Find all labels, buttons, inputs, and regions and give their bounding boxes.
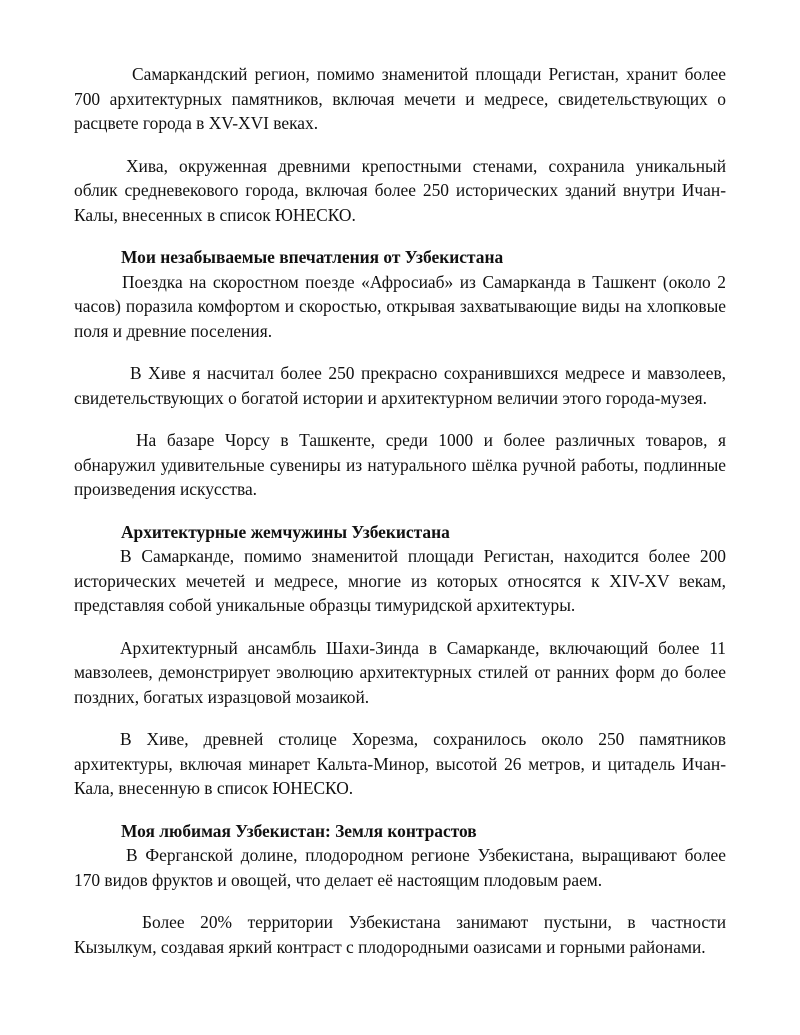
- paragraph-khiva-monuments: В Хиве, древней столице Хорезма, сохранилось около 250 памятников архитектуры, включая минарет Кальта-Минор, высотой 26 метров, и цитадель Ичан-Кала, внесенную в список ЮНЕСКО.: [74, 729, 726, 798]
- paragraph-shahi-zinda: Архитектурный ансамбль Шахи-Зинда в Самарканде, включающий более 11 мавзолеев, демонстрирует эволюцию архитектурных стилей от ранних форм до более поздних, богатых изразцовой мозаикой.: [74, 637, 726, 707]
- section-heading-impressions: Мои незабываемые впечатления от Узбекистана: [121, 247, 504, 267]
- paragraph-afrosiab-train: Поездка на скоростном поезде «Афросиаб» из Самарканда в Ташкент (около 2 часов) поразила комфортом и скоростью, открывая захватывающие виды на хлопковые поля и древние поселения.: [74, 271, 726, 341]
- paragraph-samarkand-mosques: В Самарканде, помимо знаменитой площади Регистан, находится более 200 исторических мечетей и медресе, многие из которых относятся к XIV-XV векам, представляя собой уникальные образцы тимуридской архитектуры.: [74, 546, 726, 615]
- paragraph-samarkand-region: Самаркандский регион, помимо знаменитой площади Регистан, хранит более 700 архитектурных памятников, включая мечети и медресе, свидетельствующих о расцвете города в XV-XVI веках.: [74, 64, 726, 133]
- paragraph-deserts: Более 20% территории Узбекистана занимают пустыни, в частности Кызылкум, создавая яркий контраст с плодородными оазисами и горными районами.: [74, 912, 726, 957]
- section-heading-architecture: Архитектурные жемчужины Узбекистана: [121, 521, 450, 542]
- paragraph-chorsu-bazaar: На базаре Чорсу в Ташкенте, среди 1000 и более различных товаров, я обнаружил удивительные сувениры из натурального шёлка ручной работы, подлинные произведения искусства.: [74, 430, 726, 499]
- paragraph-khiva-madrasas: В Хиве я насчитал более 250 прекрасно сохранившихся медресе и мавзолеев, свидетельствующих о богатой истории и архитектурном величии этого города-музея.: [74, 363, 726, 408]
- paragraph-khiva-walls: Хива, окруженная древними крепостными стенами, сохранила уникальный облик средневекового города, включая более 250 исторических зданий внутри Ичан-Калы, внесенных в список ЮНЕСКО.: [74, 155, 726, 225]
- paragraph-fergana-valley: В Ферганской долине, плодородном регионе Узбекистана, выращивают более 170 видов фруктов и овощей, что делает её настоящим плодовым раем.: [74, 845, 726, 890]
- section-heading-contrasts: Моя любимая Узбекистан: Земля контрастов: [121, 820, 477, 841]
- document-body: [74, 62, 726, 977]
